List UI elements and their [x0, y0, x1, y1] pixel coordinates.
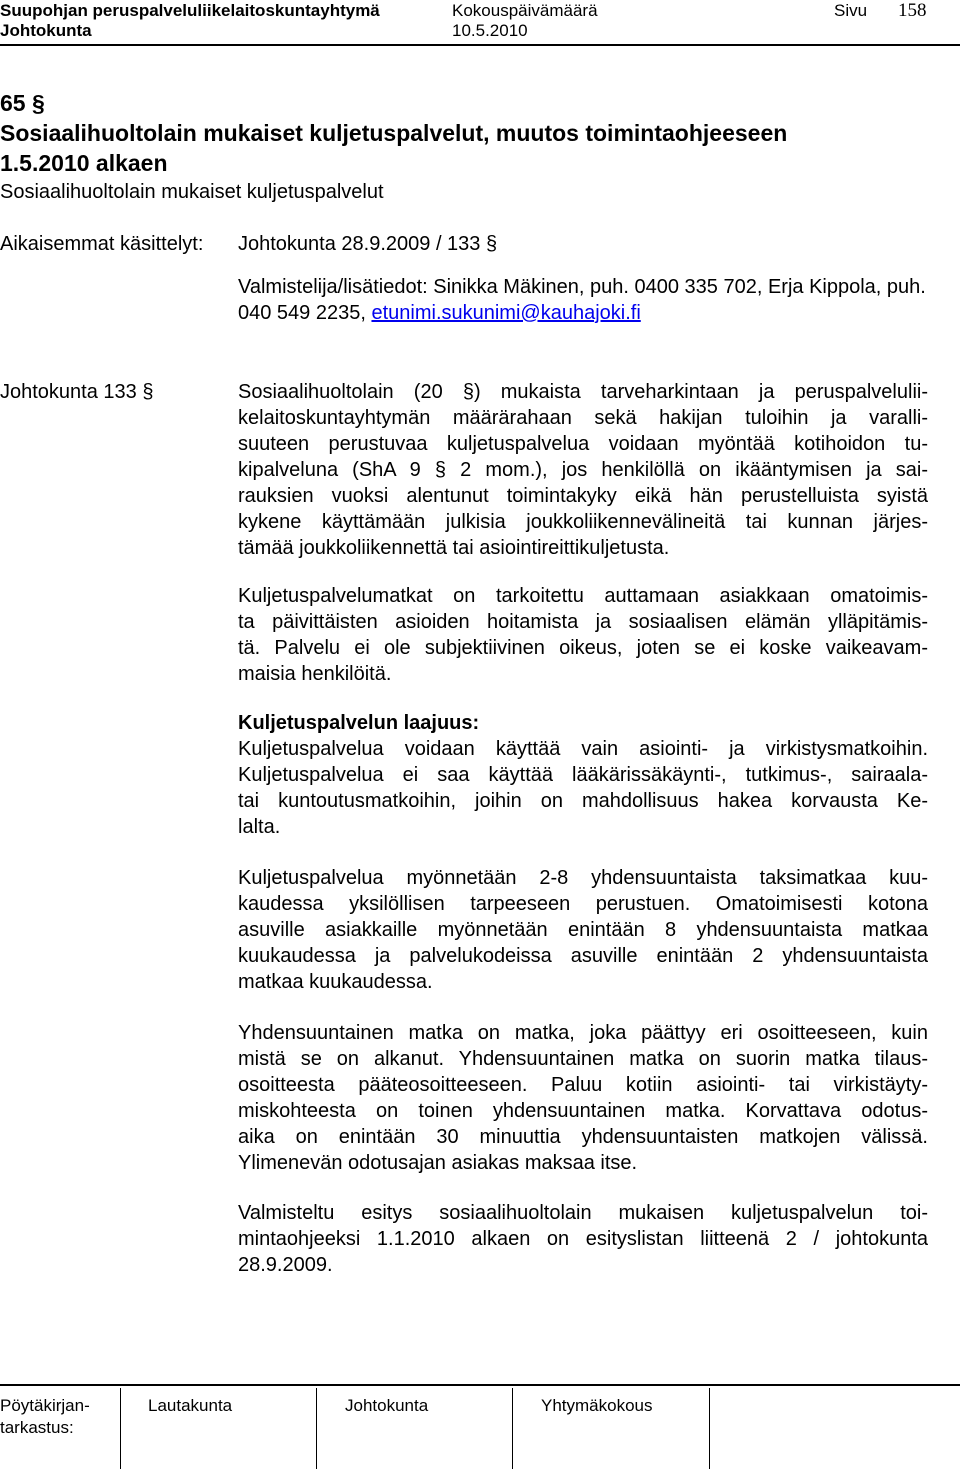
header-page-label: Sivu	[834, 1, 868, 20]
paragraph-line: matkaa kuukaudessa.	[238, 971, 433, 993]
header-body: Johtokunta	[0, 21, 92, 40]
paragraph-line: Yhdensuuntainen matka on matka, joka päättyy eri osoitteeseen, kuin	[238, 1022, 928, 1044]
paragraph-line: kelaitoskuntayhtymän määrärahaan sekä hakijan tuloihin ja varalli-	[238, 407, 928, 429]
section-number: 65 §	[0, 90, 45, 116]
paragraph-line: 28.9.2009.	[238, 1254, 333, 1276]
preparer-phone: 040 549 2235,	[238, 302, 372, 324]
paragraph-line: kuukaudessa ja palvelukodeissa asuville enintään 2 yhdensuuntaista	[238, 945, 928, 967]
paragraph-1	[238, 379, 928, 561]
paragraph-line: lalta.	[238, 816, 281, 838]
header-org: Suupohjan peruspalveluliikelaitoskuntayhtymä	[0, 1, 380, 20]
paragraph-3	[238, 736, 928, 840]
paragraph-line: maisia henkilöitä.	[238, 663, 392, 685]
paragraph-6	[238, 1200, 928, 1278]
preparer-email-link[interactable]: etunimi.sukunimi@kauhajoki.fi	[371, 302, 641, 324]
paragraph-line: mistä se on alkanut. Yhdensuuntainen matka on suorin matka tilaus-	[238, 1048, 928, 1070]
footer-rule	[0, 1384, 960, 1386]
preparer-line2	[238, 301, 641, 325]
history-value: Johtokunta 28.9.2009 / 133 §	[238, 233, 498, 255]
paragraph-line: kykene käyttämään julkisia joukkoliikennevälineitä tai kunnan järjes-	[238, 511, 928, 533]
paragraph-line: kaudessa yksilöllisen tarpeeseen perustuen. Omatoimisesti kotona	[238, 893, 928, 915]
paragraph-line: Kuljetuspalvelua voidaan käyttää vain asiointi- ja virkistysmatkoihin.	[238, 738, 928, 760]
footer-col4: Yhtymäkokous	[541, 1396, 653, 1415]
footer-col3: Johtokunta	[345, 1396, 429, 1415]
header-rule	[0, 44, 960, 46]
paragraph-line: Kuljetuspalvelumatkat on tarkoitettu auttamaan asiakkaan omatoimis-	[238, 585, 928, 607]
paragraph-line: Kuljetuspalvelua ei saa käyttää lääkärissäkäynti-, tutkimus-, sairaala-	[238, 764, 928, 786]
paragraph-line: aika on enintään 30 minuuttia yhdensuuntaisten matkojen välissä.	[238, 1126, 928, 1148]
footer-divider	[120, 1388, 121, 1469]
paragraph-line: tämää joukkoliikennettä tai asiointireittikuljetusta.	[238, 537, 670, 559]
paragraph-line: asuville asiakkaille myönnetään enintään 8 yhdensuuntaista matkaa	[238, 919, 928, 941]
paragraph-line: Ylimenevän odotusajan asiakas maksaa itse.	[238, 1152, 638, 1174]
header-page-number: 158	[898, 0, 927, 21]
paragraph-line: kipalveluna (ShA 9 § 2 mom.), jos henkilöllä on ikääntymisen ja sai-	[238, 459, 928, 481]
footer-divider	[709, 1388, 710, 1469]
paragraph-line: mintaohjeeksi 1.1.2010 alkaen on esityslistan liitteenä 2 / johtokunta	[238, 1228, 928, 1250]
paragraph-line: Valmisteltu esitys sosiaalihuoltolain mukaisen kuljetuspalvelun toi-	[238, 1202, 928, 1224]
paragraph-line: osoitteesta pääteosoitteeseen. Paluu kotiin asiointi- tai virkistäyty-	[238, 1074, 928, 1096]
paragraph-4	[238, 865, 928, 995]
paragraph-line: Sosiaalihuoltolain (20 §) mukaista tarveharkintaan ja peruspalvelulii-	[238, 381, 928, 403]
paragraph-line: tä. Palvelu ei ole subjektiivinen oikeus, joten se ei koske vaikeavam-	[238, 637, 928, 659]
paragraph-line: miskohteesta on toinen yhdensuuntainen matka. Korvattava odotus-	[238, 1100, 928, 1122]
history-label: Aikaisemmat käsittelyt:	[0, 233, 204, 255]
paragraph-line: suuteen perustuvaa kuljetuspalvelua voidaan myöntää kotihoidon tu-	[238, 433, 928, 455]
section-title-line2: 1.5.2010 alkaen	[0, 150, 168, 176]
footer-divider	[512, 1388, 513, 1469]
footer-col1-line2: tarkastus:	[0, 1418, 74, 1437]
footer-divider	[316, 1388, 317, 1469]
paragraph-line: Kuljetuspalvelua myönnetään 2-8 yhdensuuntaista taksimatkaa kuu-	[238, 867, 928, 889]
header-date-label: Kokouspäivämäärä	[452, 1, 598, 20]
paragraph-5	[238, 1020, 928, 1176]
paragraph-line: tai kuntoutusmatkoihin, joihin on mahdollisuus hakea korvausta Ke-	[238, 790, 928, 812]
decision-reference: Johtokunta 133 §	[0, 381, 154, 403]
section-old-title: Sosiaalihuoltolain mukaiset kuljetuspalvelut	[0, 181, 384, 203]
header-date: 10.5.2010	[452, 21, 528, 40]
footer-col1-line1: Pöytäkirjan-	[0, 1396, 90, 1415]
paragraph-2	[238, 583, 928, 687]
footer-col2: Lautakunta	[148, 1396, 233, 1415]
scope-heading: Kuljetuspalvelun laajuus:	[238, 712, 480, 734]
paragraph-line: rauksien vuoksi alentunut toimintakyky eikä hän perustelluista syistä	[238, 485, 928, 507]
paragraph-line: ta päivittäisten asioiden hoitamista ja sosiaalisen elämän ylläpitämis-	[238, 611, 928, 633]
section-title-line1: Sosiaalihuoltolain mukaiset kuljetuspalvelut, muutos toimintaohjeeseen	[0, 120, 788, 146]
preparer-line1: Valmistelija/lisätiedot: Sinikka Mäkinen, puh. 0400 335 702, Erja Kippola, puh.	[238, 276, 926, 298]
